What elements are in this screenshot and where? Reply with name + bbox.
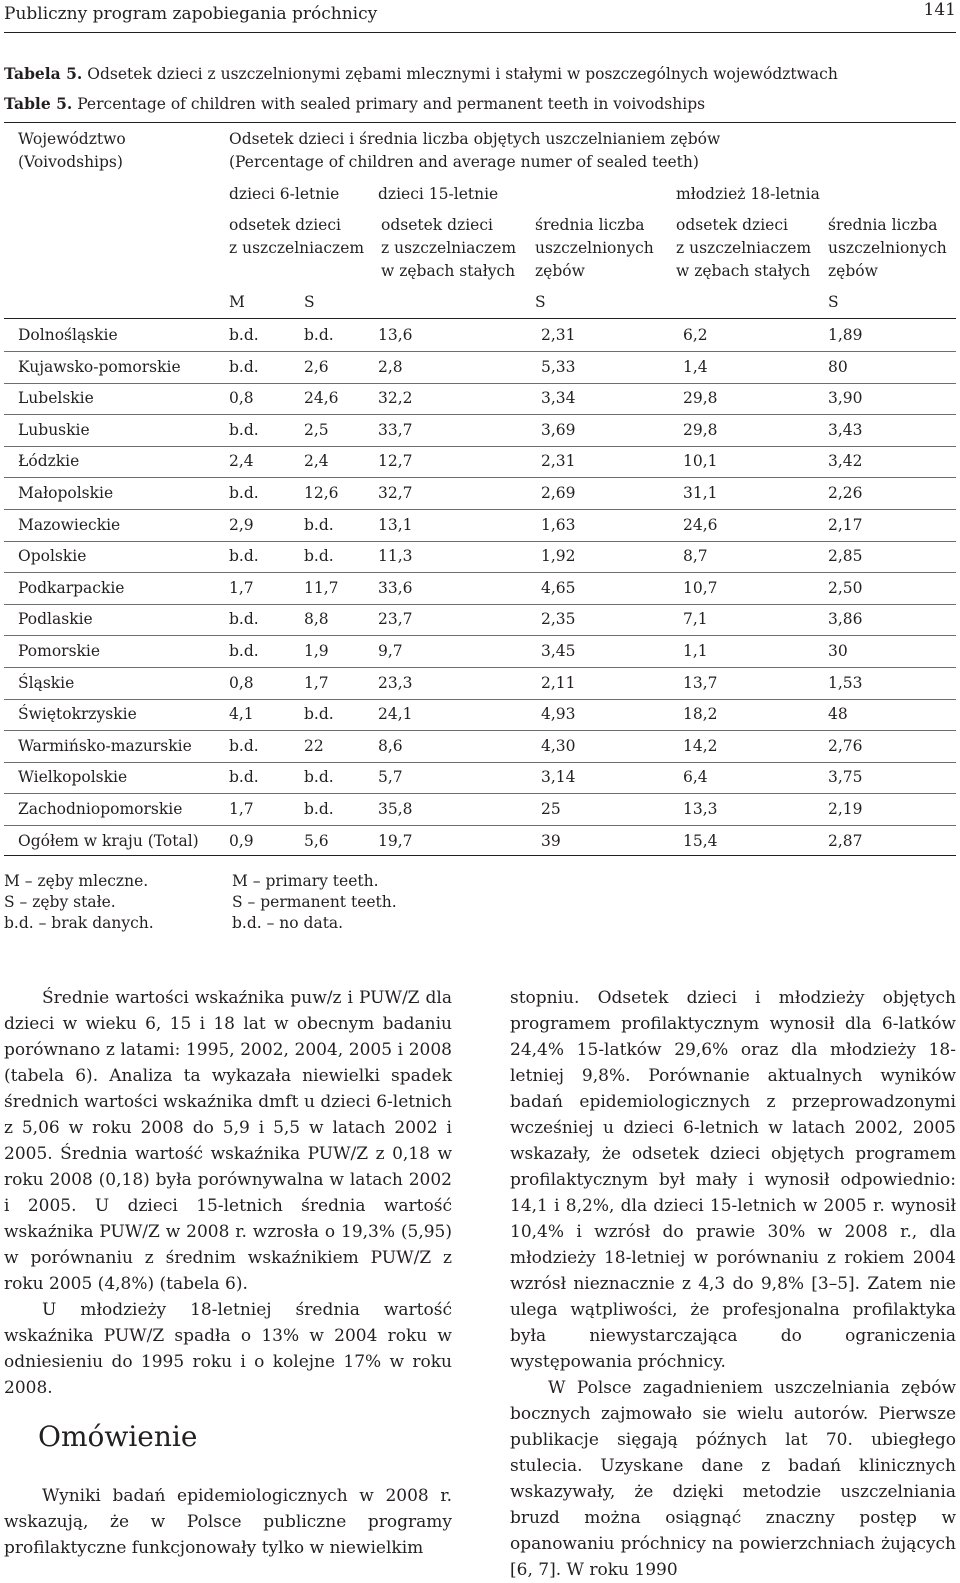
sub-a-line2: z uszczelniaczem xyxy=(229,239,365,257)
cell-avg-15: 1,63 xyxy=(541,515,576,534)
sub-d-line3: w zębach stałych xyxy=(676,262,811,280)
cell-m-6: 0,8 xyxy=(229,673,254,692)
cell-voivodship: Mazowieckie xyxy=(18,515,121,534)
cell-pct-15: 19,7 xyxy=(378,831,413,850)
cell-pct-18: 14,2 xyxy=(683,736,718,755)
row-rule xyxy=(4,541,956,542)
cell-m-6: b.d. xyxy=(229,610,259,629)
row-rule xyxy=(4,509,956,510)
cell-voivodship: Podkarpackie xyxy=(18,578,125,597)
cell-s-6: 12,6 xyxy=(304,484,339,502)
cell-pct-15: 23,7 xyxy=(378,610,413,629)
left-paragraph-3: Wyniki badań epidemiologicznych w 2008 r. wskazują, że w Polsce publiczne programy profilaktyczne funkcjonowały tylko w niewielkim xyxy=(4,1486,452,1558)
cell-pct-18: 13,3 xyxy=(683,800,718,818)
right-paragraph-1: stopniu. Odsetek dzieci i młodzieży objętych programem profilaktycznym wynosił dla 6-latków 24,4% 15-latków 29,6% oraz dla młodzieży 18-letniej 9,8%. Porównanie aktualnych wyników badań epidemiologicznych z przeprowadzonymi wcześniej u dzieci 6-letnich w latach 2002, 2005 wskazały, że odsetek dzieci objętych programem profilaktycznym był mały i wynosił odpowiednio: 14,1 i 8,2%, dla dzieci 15-letnich w 2005 r. wynosił 10,4% i wzrósł do prawie 30% w 2008 r., dla młodzieży 18-letniej w porównaniu z rokiem 2004 wzrósł nieznacznie z 4,3 do 9,8% [3–5]. Zatem nie ulega wątpliwości, że profesjonalna profilaktyka była niewystarczająca do ograniczenia występowania próchnicy. xyxy=(510,988,956,1372)
cell-avg-15: 3,14 xyxy=(541,768,576,787)
cell-s-6: 5,6 xyxy=(304,831,329,850)
left-column-continued xyxy=(4,1483,452,1561)
cell-voivodship: Warmińsko-mazurskie xyxy=(18,736,192,755)
row-rule xyxy=(4,825,956,826)
cell-pct-18: 6,2 xyxy=(683,326,708,344)
cell-avg-18: 30 xyxy=(828,642,848,660)
cell-avg-18: 48 xyxy=(828,705,848,724)
row-rule xyxy=(4,351,956,352)
label-s-6: S xyxy=(304,293,315,311)
row-rule xyxy=(4,762,956,763)
left-paragraph-2: U młodzieży 18-letniej średnia wartość wskaźnika PUW/Z spadła o 13% w 2004 roku w odniesieniu do 1995 roku i o kolejne 17% w roku 2008. xyxy=(4,1300,452,1398)
cell-avg-15: 3,34 xyxy=(541,389,576,408)
sub-b-line2: z uszczelniaczem xyxy=(381,239,517,257)
cell-pct-15: 32,7 xyxy=(378,484,413,502)
cell-voivodship: Ogółem w kraju (Total) xyxy=(18,831,199,850)
table-caption-pl xyxy=(4,64,838,83)
cell-s-6: b.d. xyxy=(304,547,334,566)
cell-avg-18: 80 xyxy=(828,357,848,376)
cell-pct-18: 1,4 xyxy=(683,357,708,376)
sub-a-line1: odsetek dzieci xyxy=(229,216,341,234)
cell-pct-18: 15,4 xyxy=(683,831,718,850)
running-header-title: Publiczny program zapobiegania próchnicy xyxy=(4,4,378,24)
sub-e-line3: zębów xyxy=(828,262,878,280)
header-rule xyxy=(4,32,956,33)
cell-avg-15: 25 xyxy=(541,800,561,818)
col-voivodship-pl: Województwo xyxy=(18,130,126,148)
cell-m-6: 0,8 xyxy=(229,389,254,408)
cell-m-6: b.d. xyxy=(229,420,259,439)
cell-pct-18: 31,1 xyxy=(683,484,718,502)
cell-avg-15: 2,31 xyxy=(541,326,576,344)
cell-m-6: b.d. xyxy=(229,326,259,344)
cell-avg-18: 2,85 xyxy=(828,547,863,566)
cell-pct-18: 29,8 xyxy=(683,389,718,408)
cell-m-6: 1,7 xyxy=(229,578,254,597)
cell-s-6: 1,9 xyxy=(304,642,329,660)
cell-pct-15: 8,6 xyxy=(378,736,403,755)
cell-pct-18: 6,4 xyxy=(683,768,708,787)
cell-voivodship: Lubelskie xyxy=(18,389,94,408)
cell-voivodship: Świętokrzyskie xyxy=(18,705,137,724)
cell-avg-15: 2,11 xyxy=(541,673,576,692)
cell-s-6: b.d. xyxy=(304,326,334,344)
row-rule xyxy=(4,793,956,794)
row-rule xyxy=(4,446,956,447)
cell-avg-15: 4,65 xyxy=(541,578,576,597)
left-paragraph-1: Średnie wartości wskaźnika puw/z i PUW/Z dla dzieci w wieku 6, 15 i 18 lat w obecnym badaniu porównano z latami: 1995, 2002, 2004, 2005 i 2008 (tabela 6). Analiza ta wykazała niewielki spadek średnich wartości wskaźnika dmft u dzieci 6-letnich z 5,06 w roku 2008 do 5,9 i 5,5 w latach 2002 i 2005. Średnia wartość wskaźnika PUW/Z z 0,18 w roku 2008 (0,18) była porównywalna w latach 2002 i 2005. U dzieci 15-letnich średnia wartość wskaźnika PUW/Z w 2008 r. wzrosła o 19,3% (5,95) w porównaniu z średnim wskaźnikiem PUW/Z z roku 2005 (4,8%) (tabela 6). xyxy=(4,988,452,1294)
cell-s-6: 11,7 xyxy=(304,578,339,597)
cell-avg-18: 2,19 xyxy=(828,800,863,818)
cell-s-6: 2,6 xyxy=(304,357,329,376)
cell-voivodship: Pomorskie xyxy=(18,642,101,660)
notes-pl xyxy=(4,871,154,934)
cell-pct-15: 32,2 xyxy=(378,389,413,408)
cell-voivodship: Kujawsko-pomorskie xyxy=(18,357,181,376)
cell-s-6: b.d. xyxy=(304,705,334,724)
sub-e-line1: średnia liczba xyxy=(828,216,938,234)
cell-avg-15: 5,33 xyxy=(541,357,576,376)
sub-c-line1: średnia liczba xyxy=(535,216,645,234)
page-number: 141 xyxy=(923,0,956,20)
sub-d-line2: z uszczelniaczem xyxy=(676,239,812,257)
cell-m-6: b.d. xyxy=(229,642,259,660)
cell-pct-15: 13,6 xyxy=(378,326,413,344)
sub-b-line1: odsetek dzieci xyxy=(381,216,493,234)
cell-m-6: b.d. xyxy=(229,768,259,787)
cell-s-6: 1,7 xyxy=(304,673,329,692)
cell-avg-18: 2,87 xyxy=(828,831,863,850)
label-s-18: S xyxy=(828,293,839,311)
cell-avg-15: 2,31 xyxy=(541,452,576,471)
note-pl-bd: b.d. – brak danych. xyxy=(4,914,154,932)
cell-voivodship: Małopolskie xyxy=(18,484,114,502)
table-header-rule xyxy=(4,318,956,319)
cell-voivodship: Śląskie xyxy=(18,673,75,692)
cell-s-6: 22 xyxy=(304,736,324,755)
note-en-s: S – permanent teeth. xyxy=(232,893,397,911)
table-bottom-rule xyxy=(4,855,956,856)
right-paragraph-2: W Polsce zagadnieniem uszczelniania zębów bocznych zajmowało sie wielu autorów. Pierwsze publikacje sięgają późnych lat 70. ubiegłego stulecia. Uzyskane dane z badań klinicznych wskazywały, że dzięki metodzie uszczelniania bruzd można osiągnąć znaczny postęp w opanowaniu próchnicy na powierzchniach żujących [6, 7]. W roku 1990 xyxy=(510,1378,956,1580)
cell-voivodship: Wielkopolskie xyxy=(18,768,128,787)
cell-s-6: b.d. xyxy=(304,515,334,534)
cell-pct-18: 1,1 xyxy=(683,642,708,660)
cell-pct-15: 11,3 xyxy=(378,547,413,566)
right-column xyxy=(510,985,956,1583)
cell-pct-15: 13,1 xyxy=(378,515,413,534)
cell-m-6: b.d. xyxy=(229,736,259,755)
cell-pct-15: 24,1 xyxy=(378,705,413,724)
col-group-pl: Odsetek dzieci i średnia liczba objętych uszczelnianiem zębów xyxy=(229,130,721,148)
cell-voivodship: Łódzkie xyxy=(18,452,80,471)
cell-voivodship: Opolskie xyxy=(18,547,87,566)
cell-voivodship: Lubuskie xyxy=(18,420,90,439)
row-rule xyxy=(4,730,956,731)
cell-avg-18: 2,26 xyxy=(828,484,863,502)
cell-pct-18: 10,1 xyxy=(683,452,718,471)
cell-pct-18: 29,8 xyxy=(683,420,718,439)
label-s-15: S xyxy=(535,293,546,311)
cell-avg-18: 2,50 xyxy=(828,578,863,597)
col-group-en: (Percentage of children and average numer of sealed teeth) xyxy=(229,153,699,171)
cell-avg-15: 39 xyxy=(541,831,561,850)
cell-pct-18: 13,7 xyxy=(683,673,718,692)
note-pl-s: S – zęby stałe. xyxy=(4,893,116,911)
cell-pct-15: 35,8 xyxy=(378,800,413,818)
cell-m-6: 2,4 xyxy=(229,452,254,471)
row-rule xyxy=(4,477,956,478)
cell-voivodship: Podlaskie xyxy=(18,610,93,629)
cell-avg-18: 1,53 xyxy=(828,673,863,692)
cell-s-6: 2,4 xyxy=(304,452,329,471)
sub-c-line2: uszczelnionych xyxy=(535,239,654,257)
sub-b-line3: w zębach stałych xyxy=(381,262,516,280)
cell-pct-15: 9,7 xyxy=(378,642,403,660)
cell-pct-15: 12,7 xyxy=(378,452,413,471)
cell-avg-18: 3,42 xyxy=(828,452,863,471)
caption-pl-text: Odsetek dzieci z uszczelnionymi zębami mlecznymi i stałymi w poszczególnych województwach xyxy=(87,65,838,83)
row-rule xyxy=(4,572,956,573)
cell-voivodship: Zachodniopomorskie xyxy=(18,800,183,818)
cell-s-6: b.d. xyxy=(304,800,334,818)
sub-d-line1: odsetek dzieci xyxy=(676,216,788,234)
cell-pct-15: 33,7 xyxy=(378,420,413,439)
table-top-rule xyxy=(4,122,956,123)
cell-avg-18: 2,17 xyxy=(828,515,863,534)
cell-m-6: b.d. xyxy=(229,484,259,502)
cell-s-6: 24,6 xyxy=(304,389,339,408)
cell-avg-15: 3,69 xyxy=(541,420,576,439)
cell-pct-15: 23,3 xyxy=(378,673,413,692)
cell-m-6: 1,7 xyxy=(229,800,254,818)
note-pl-m: M – zęby mleczne. xyxy=(4,872,149,890)
cell-m-6: 0,9 xyxy=(229,831,254,850)
cell-m-6: 2,9 xyxy=(229,515,254,534)
cell-m-6: b.d. xyxy=(229,547,259,566)
row-rule xyxy=(4,383,956,384)
cell-avg-15: 2,35 xyxy=(541,610,576,629)
cell-avg-18: 3,86 xyxy=(828,610,863,629)
note-en-m: M – primary teeth. xyxy=(232,872,379,890)
cell-avg-18: 3,75 xyxy=(828,768,863,787)
row-rule xyxy=(4,635,956,636)
cell-s-6: 8,8 xyxy=(304,610,329,629)
cell-avg-15: 4,30 xyxy=(541,736,576,755)
cell-pct-15: 33,6 xyxy=(378,578,413,597)
cell-avg-18: 3,43 xyxy=(828,420,863,439)
note-en-bd: b.d. – no data. xyxy=(232,914,344,932)
cell-avg-15: 3,45 xyxy=(541,642,576,660)
cell-voivodship: Dolnośląskie xyxy=(18,326,118,344)
cell-s-6: 2,5 xyxy=(304,420,329,439)
cell-avg-18: 2,76 xyxy=(828,736,863,755)
row-rule xyxy=(4,604,956,605)
cell-pct-18: 8,7 xyxy=(683,547,708,566)
cell-avg-18: 3,90 xyxy=(828,389,863,408)
age-group-6: dzieci 6-letnie xyxy=(229,185,340,203)
cell-pct-18: 18,2 xyxy=(683,705,718,724)
notes-en xyxy=(232,871,397,934)
left-column xyxy=(4,985,452,1401)
cell-avg-15: 2,69 xyxy=(541,484,576,502)
cell-pct-18: 24,6 xyxy=(683,515,718,534)
sub-e-line2: uszczelnionych xyxy=(828,239,947,257)
cell-s-6: b.d. xyxy=(304,768,334,787)
cell-pct-18: 10,7 xyxy=(683,578,718,597)
cell-m-6: b.d. xyxy=(229,357,259,376)
cell-pct-15: 5,7 xyxy=(378,768,403,787)
col-voivodship-en: (Voivodships) xyxy=(18,153,123,171)
label-m: M xyxy=(229,293,245,311)
caption-en-label: Table 5. xyxy=(4,94,73,113)
caption-pl-label: Tabela 5. xyxy=(4,64,83,83)
cell-avg-15: 4,93 xyxy=(541,705,576,724)
age-group-18: młodzież 18-letnia xyxy=(676,185,820,203)
row-rule xyxy=(4,414,956,415)
caption-en-text: Percentage of children with sealed primary and permanent teeth in voivodships xyxy=(77,95,706,113)
sub-c-line3: zębów xyxy=(535,262,585,280)
row-rule xyxy=(4,699,956,700)
cell-avg-18: 1,89 xyxy=(828,326,863,344)
table-caption-en xyxy=(4,94,705,113)
cell-avg-15: 1,92 xyxy=(541,547,576,566)
row-rule xyxy=(4,667,956,668)
section-title: Omówienie xyxy=(38,1420,198,1453)
cell-pct-18: 7,1 xyxy=(683,610,708,629)
cell-pct-15: 2,8 xyxy=(378,357,403,376)
age-group-15: dzieci 15-letnie xyxy=(378,185,499,203)
cell-m-6: 4,1 xyxy=(229,705,254,724)
